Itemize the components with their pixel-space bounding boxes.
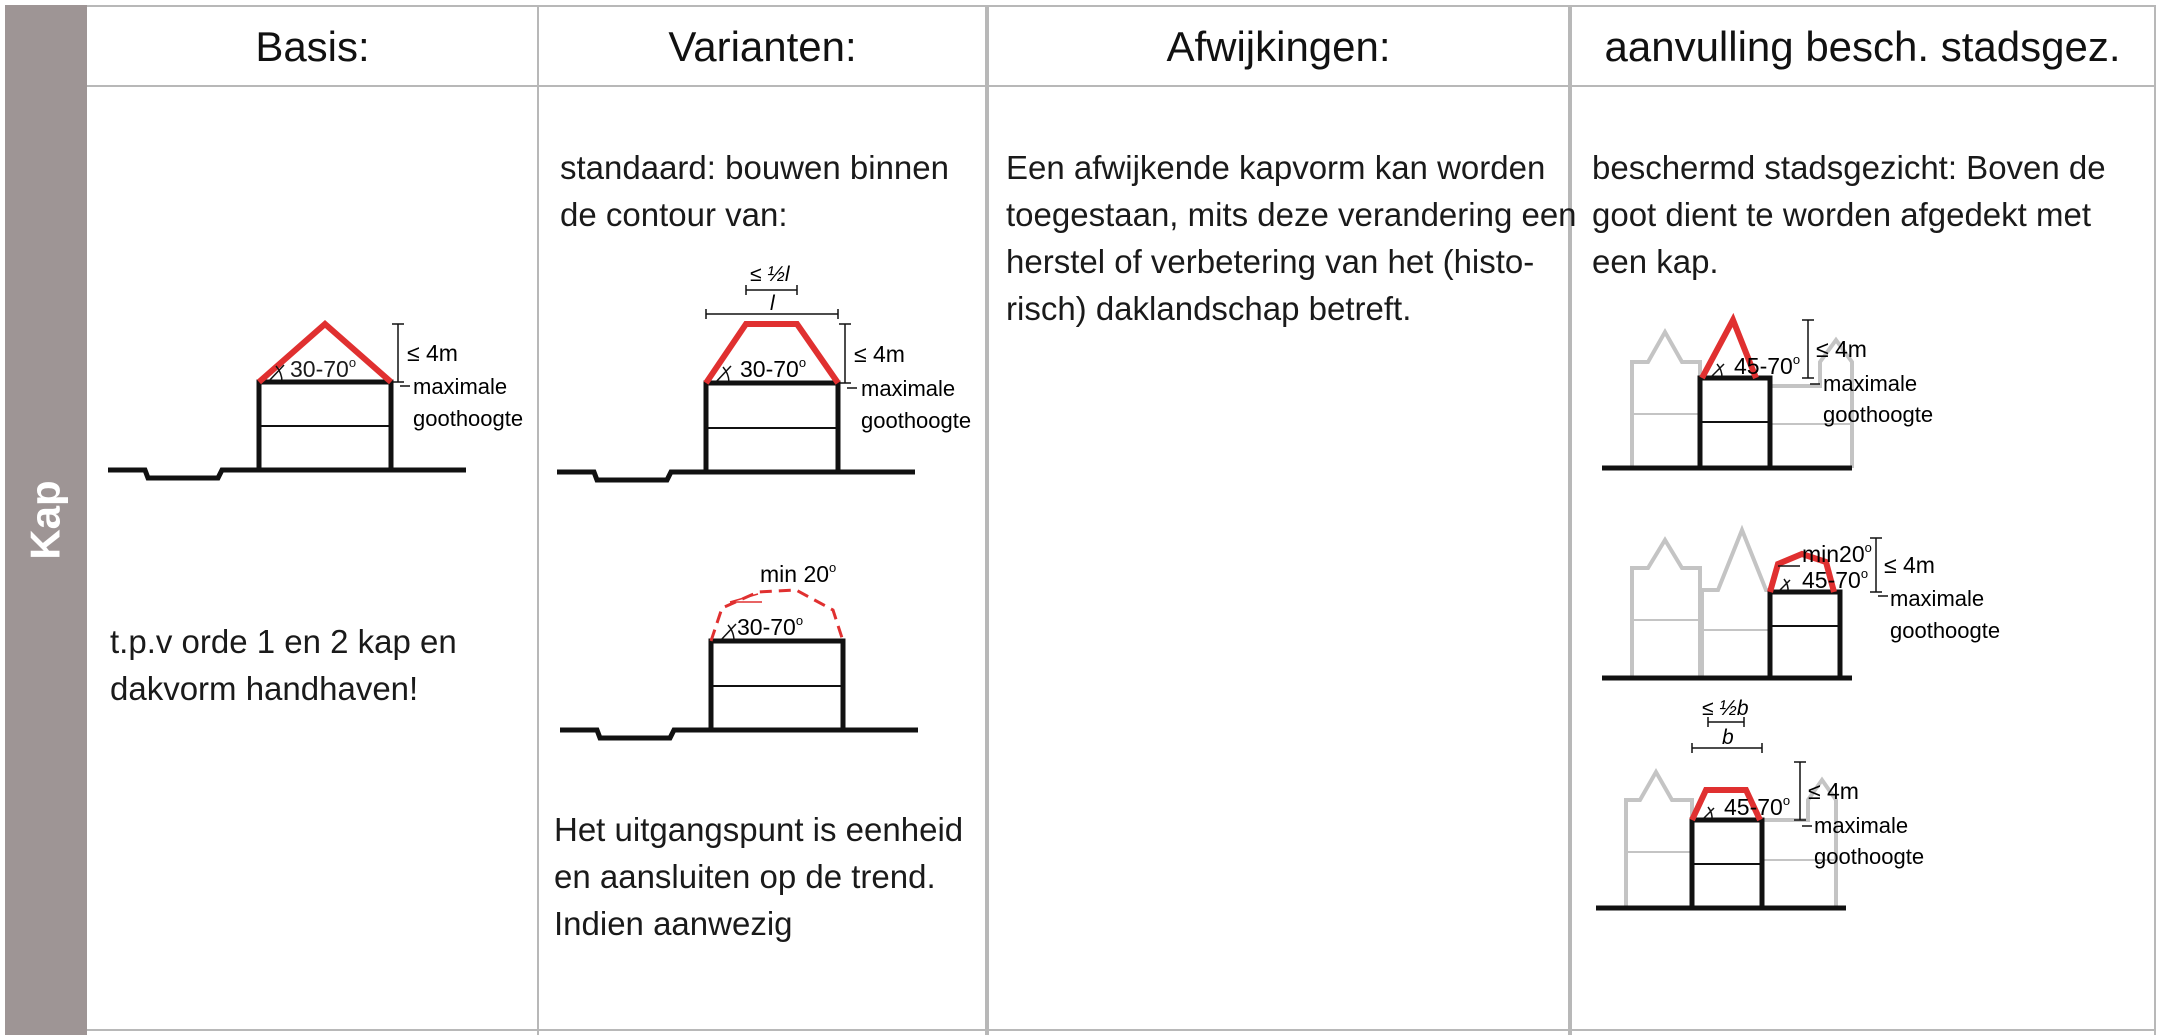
varianten-diagram-1 bbox=[557, 263, 971, 480]
header-basis: Basis: bbox=[255, 23, 370, 70]
svg-text:goothoogte: goothoogte bbox=[861, 408, 972, 433]
aanvulling-diagram-3 bbox=[1596, 697, 1924, 908]
svg-text:≤ ½l: ≤ ½l bbox=[750, 263, 790, 286]
varianten-diagram-2 bbox=[560, 560, 918, 738]
svg-text:b: b bbox=[1722, 726, 1734, 749]
varianten-intro: standaard: bouwen binnen de contour van: bbox=[560, 149, 949, 233]
svg-text:30-70o: 30-70$^o$ bbox=[737, 613, 804, 640]
height-label: ≤ 4m bbox=[407, 340, 458, 366]
svg-text:≤ ½b: ≤ ½b bbox=[1702, 697, 1749, 720]
header-varianten: Varianten: bbox=[668, 23, 857, 70]
svg-text:≤ 4m: ≤ 4m bbox=[1808, 778, 1859, 804]
svg-text:maximale: maximale bbox=[1890, 586, 1985, 611]
varianten-outro: Het uitgangspunt is eenheid en aansluiten op de trend. Indien aanwezig bbox=[554, 811, 964, 942]
svg-text:45-70o: 45-70$^o$ bbox=[1802, 566, 1869, 593]
aanvulling-diagram-1 bbox=[1602, 320, 1933, 468]
header-afwijkingen: Afwijkingen: bbox=[1166, 23, 1391, 70]
svg-text:≤ 4m: ≤ 4m bbox=[1816, 336, 1867, 362]
svg-text:min20o: min20$^o$ bbox=[1802, 540, 1872, 567]
svg-text:maximale: maximale bbox=[1823, 371, 1918, 396]
svg-text:goothoogte: goothoogte bbox=[1890, 618, 2001, 643]
svg-text:45-70o: 45-70$^o$ bbox=[1734, 352, 1801, 379]
svg-text:≤ 4m: ≤ 4m bbox=[854, 341, 905, 367]
svg-text:l: l bbox=[770, 292, 775, 315]
aanvulling-text: beschermd stadsgezicht: Boven de goot dient te worden afgedekt met een kap. bbox=[1592, 149, 2106, 280]
angle-label: 30-70$^o$ bbox=[290, 355, 357, 382]
svg-text:goothoogte: goothoogte bbox=[1814, 844, 1925, 869]
row-label: Kap bbox=[21, 480, 69, 560]
svg-text:45-70o: 45-70$^o$ bbox=[1724, 793, 1791, 820]
svg-text:goothoogte: goothoogte bbox=[413, 406, 524, 431]
svg-text:min 20o: min 20$^o$ bbox=[760, 560, 837, 587]
afwijkingen-text: Een afwijkende kapvorm kan worden toegestaan, mits deze verandering een herstel of verbetering van het (histo- risch) daklandschap betreft. bbox=[1006, 149, 1577, 327]
neighbor-left bbox=[1632, 332, 1700, 468]
svg-text:30-70o: 30-70$^o$ bbox=[740, 355, 807, 382]
aanvulling-diagram-2 bbox=[1602, 530, 2000, 678]
svg-text:goothoogte: goothoogte bbox=[1823, 402, 1934, 427]
svg-text:maximale: maximale bbox=[861, 376, 956, 401]
svg-text:≤ 4m: ≤ 4m bbox=[1884, 552, 1935, 578]
header-aanvulling: aanvulling besch. stadsgez. bbox=[1604, 23, 2121, 70]
basis-text: t.p.v orde 1 en 2 kap en dakvorm handhaven! bbox=[110, 623, 457, 707]
svg-text:maximale: maximale bbox=[1814, 813, 1909, 838]
basis-diagram bbox=[108, 324, 523, 478]
svg-text:maximale: maximale bbox=[413, 374, 508, 399]
